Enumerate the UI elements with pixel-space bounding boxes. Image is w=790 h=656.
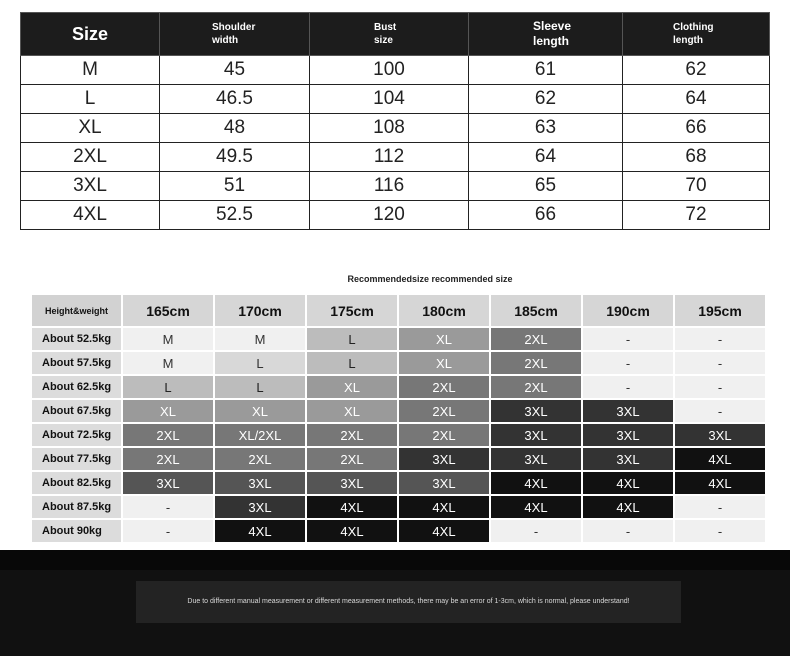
recommended-size-grid [30,293,767,544]
weight-row [32,472,765,494]
size-cell-clothing: 72 [623,201,770,230]
height-header-cell: 195cm [675,295,765,326]
size-cell-size: 4XL [21,201,160,230]
size-cell-shoulder: 48 [160,114,310,143]
weight-label: About 67.5kg [32,400,121,422]
size-cell-sleeve: 65 [469,172,623,201]
recommended-size-cell: 2XL [399,424,489,446]
weight-row [32,376,765,398]
weight-label: About 52.5kg [32,328,121,350]
height-header-cell: 165cm [123,295,213,326]
size-cell-bust: 100 [310,56,469,85]
recommended-size-cell: 3XL [123,472,213,494]
height-header-row [32,295,765,326]
size-row [21,85,770,114]
weight-row [32,352,765,374]
size-cell-sleeve: 62 [469,85,623,114]
size-cell-sleeve: 64 [469,143,623,172]
size-cell-sleeve: 63 [469,114,623,143]
recommended-size-cell: - [675,352,765,374]
size-cell-sleeve: 66 [469,201,623,230]
recommended-size-cell: 4XL [399,520,489,542]
height-header-cell: 185cm [491,295,581,326]
recommended-size-cell: L [307,352,397,374]
recommended-size-cell: 4XL [491,472,581,494]
recommended-size-cell: 4XL [583,472,673,494]
weight-row [32,520,765,542]
recommended-size-cell: XL [399,328,489,350]
weight-label: About 87.5kg [32,496,121,518]
sleeve-length-header [469,13,623,56]
size-cell-shoulder: 46.5 [160,85,310,114]
recommended-size-cell: XL [215,400,305,422]
recommended-size-cell: 2XL [307,424,397,446]
size-cell-clothing: 66 [623,114,770,143]
height-header-cell: 180cm [399,295,489,326]
recommended-size-cell: XL [399,352,489,374]
recommended-size-cell: 3XL [583,400,673,422]
recommended-size-cell: 3XL [215,496,305,518]
size-row [21,201,770,230]
weight-row [32,448,765,470]
recommended-size-cell: 4XL [307,520,397,542]
size-cell-clothing: 64 [623,85,770,114]
shoulder-width-label-2: width [212,35,239,46]
recommended-size-cell: 2XL [123,448,213,470]
size-cell-bust: 104 [310,85,469,114]
recommended-size-cell: XL [307,400,397,422]
recommended-size-cell: 4XL [675,472,765,494]
size-cell-shoulder: 45 [160,56,310,85]
height-header-cell: 175cm [307,295,397,326]
recommended-size-cell: 3XL [583,448,673,470]
size-cell-clothing: 70 [623,172,770,201]
recommended-size-cell: 4XL [215,520,305,542]
recommended-size-cell: - [675,328,765,350]
weight-label: About 62.5kg [32,376,121,398]
size-cell-bust: 120 [310,201,469,230]
recommended-size-cell: M [123,328,213,350]
size-cell-size: L [21,85,160,114]
recommended-size-cell: 3XL [491,424,581,446]
recommended-size-cell: 2XL [215,448,305,470]
weight-label: About 57.5kg [32,352,121,374]
recommended-size-cell: 3XL [583,424,673,446]
size-cell-shoulder: 52.5 [160,201,310,230]
weight-row [32,424,765,446]
sleeve-length-label-2: length [533,34,569,48]
size-row [21,114,770,143]
recommended-size-cell: - [491,520,581,542]
size-cell-sleeve: 61 [469,56,623,85]
recommended-size-title: Recommendedsize recommended size [347,274,513,284]
recommended-size-cell: 2XL [123,424,213,446]
size-cell-size: XL [21,114,160,143]
weight-row [32,400,765,422]
size-cell-bust: 112 [310,143,469,172]
recommended-size-cell: 2XL [307,448,397,470]
clothing-length-label-1: Clothing [673,22,714,33]
recommended-size-cell: 2XL [491,352,581,374]
weight-label: About 72.5kg [32,424,121,446]
recommended-size-cell: - [583,352,673,374]
height-header-cell: 170cm [215,295,305,326]
recommended-size-cell: - [583,376,673,398]
size-row [21,56,770,85]
recommended-size-cell: M [123,352,213,374]
size-row [21,172,770,201]
recommended-size-cell: - [123,520,213,542]
recommended-size-cell: L [307,328,397,350]
recommended-size-cell: 2XL [491,376,581,398]
height-weight-corner-label: Height&weight [32,295,121,326]
recommended-size-cell: L [123,376,213,398]
recommended-size-cell: 3XL [215,472,305,494]
bust-size-label-1: Bust [374,22,397,33]
recommended-size-cell: - [123,496,213,518]
sleeve-length-label-1: Sleeve [533,19,572,33]
recommended-size-cell: - [675,520,765,542]
recommended-size-cell: - [583,520,673,542]
recommended-size-cell: - [583,328,673,350]
bust-size-label-2: size [374,35,393,46]
size-cell-size: 3XL [21,172,160,201]
size-cell-size: M [21,56,160,85]
size-cell-shoulder: 49.5 [160,143,310,172]
recommended-size-cell: 3XL [491,400,581,422]
recommended-size-cell: - [675,376,765,398]
recommended-size-cell: 2XL [491,328,581,350]
recommended-size-cell: - [675,496,765,518]
recommended-size-cell: 4XL [491,496,581,518]
shoulder-width-label-1: Shoulder [212,22,256,33]
recommended-size-cell: 4XL [307,496,397,518]
size-header: Size [21,13,160,56]
size-cell-bust: 108 [310,114,469,143]
size-row [21,143,770,172]
recommended-size-cell: L [215,352,305,374]
recommended-size-cell: 2XL [399,400,489,422]
weight-row [32,496,765,518]
measurement-note: Due to different manual measurement or different measurement methods, there may be an error of 1-3cm, which is normal, please understand! [136,581,681,623]
recommended-size-cell: 3XL [399,448,489,470]
recommended-size-cell: 4XL [399,496,489,518]
clothing-length-header [623,13,770,56]
recommended-size-cell: 3XL [399,472,489,494]
recommended-size-cell: L [215,376,305,398]
size-cell-size: 2XL [21,143,160,172]
weight-row [32,328,765,350]
clothing-length-label-2: length [673,35,703,46]
recommended-size-cell: XL/2XL [215,424,305,446]
weight-label: About 77.5kg [32,448,121,470]
recommended-size-cell: M [215,328,305,350]
shoulder-width-header [160,13,310,56]
size-cell-bust: 116 [310,172,469,201]
recommended-size-cell: 4XL [583,496,673,518]
size-cell-shoulder: 51 [160,172,310,201]
height-header-cell: 190cm [583,295,673,326]
weight-label: About 82.5kg [32,472,121,494]
size-chart-header-row [21,13,770,56]
footer-band [0,550,790,656]
recommended-size-cell: 2XL [399,376,489,398]
recommended-size-cell: 3XL [675,424,765,446]
recommended-size-cell: 3XL [307,472,397,494]
weight-label: About 90kg [32,520,121,542]
recommended-size-cell: - [675,400,765,422]
footer-band-top [0,550,790,570]
recommended-size-cell: 4XL [675,448,765,470]
recommended-size-cell: XL [123,400,213,422]
bust-size-header [310,13,469,56]
recommended-size-cell: 3XL [491,448,581,470]
size-chart-table [20,12,770,230]
recommended-size-cell: XL [307,376,397,398]
size-cell-clothing: 68 [623,143,770,172]
size-cell-clothing: 62 [623,56,770,85]
